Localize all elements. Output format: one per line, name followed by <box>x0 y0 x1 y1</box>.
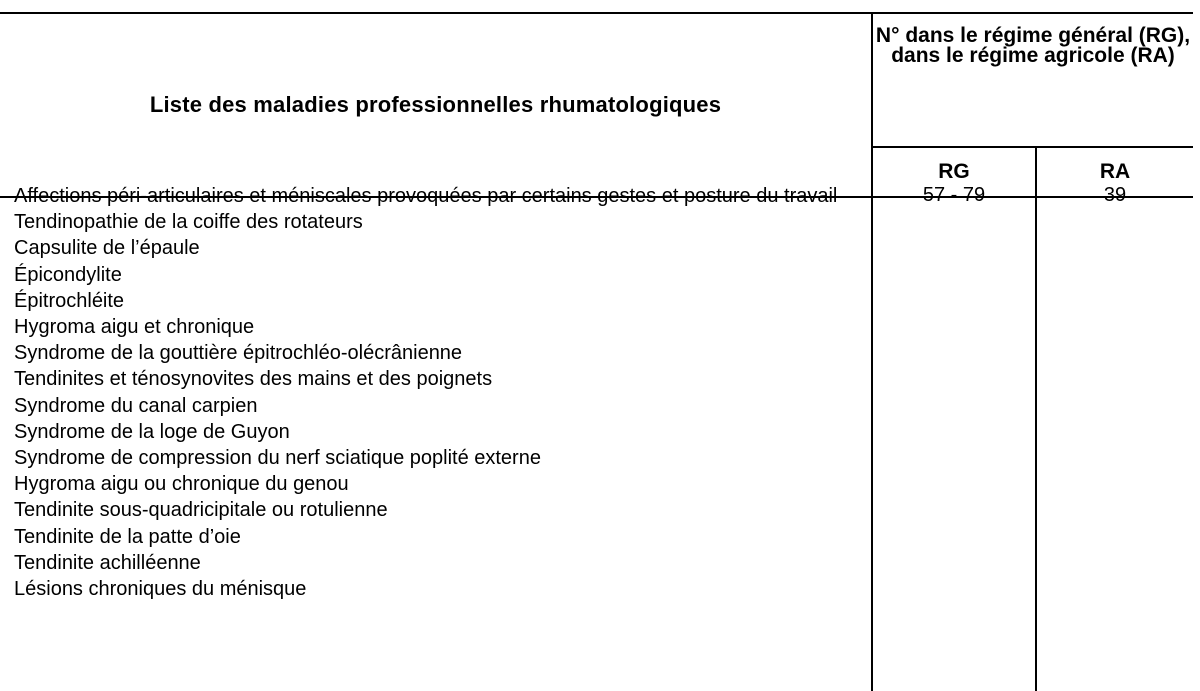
disease-item: Épitrochléite <box>14 289 125 312</box>
disease-item: Syndrome de la loge de Guyon <box>14 420 290 443</box>
left-header-cell <box>0 14 871 196</box>
disease-item: Affections péri-articulaires et méniscales provoquées par certains gestes et posture du travail <box>14 185 838 207</box>
rg-value: 57 - 79 <box>922 184 986 206</box>
disease-item: Capsulite de l’épaule <box>14 237 200 260</box>
disease-item: Tendinite de la patte d’oie <box>14 525 241 548</box>
column-divider-rg-ra <box>1035 147 1037 691</box>
column-header-ra: RA <box>1099 160 1131 183</box>
disease-item: Syndrome du canal carpien <box>14 394 258 417</box>
left-header-title: Liste des maladies professionnelles rhumatologiques <box>149 92 722 117</box>
column-header-rg: RG <box>938 160 970 183</box>
ra-value: 39 <box>1103 184 1127 206</box>
right-header-title: N° dans le régime général (RG), dans le régime agricole (RA) <box>875 24 1191 67</box>
disease-item: Syndrome de compression du nerf sciatique poplité externe <box>14 447 541 470</box>
disease-item: Tendinites et ténosynovites des mains et des poignets <box>14 368 493 391</box>
disease-item: Tendinopathie de la coiffe des rotateurs <box>14 211 363 234</box>
disease-item: Tendinite achilléenne <box>14 551 201 574</box>
disease-item: Hygroma aigu ou chronique du genou <box>14 473 349 496</box>
column-divider-main <box>871 12 873 691</box>
disease-item: Lésions chroniques du ménisque <box>14 578 307 601</box>
disease-item: Tendinite sous-quadricipitale ou rotulienne <box>14 499 388 522</box>
disease-list <box>14 183 864 602</box>
disease-item: Syndrome de la gouttière épitrochléo-olécrânienne <box>14 342 463 365</box>
disease-item: Hygroma aigu et chronique <box>14 316 255 339</box>
disease-item: Épicondylite <box>14 263 122 286</box>
